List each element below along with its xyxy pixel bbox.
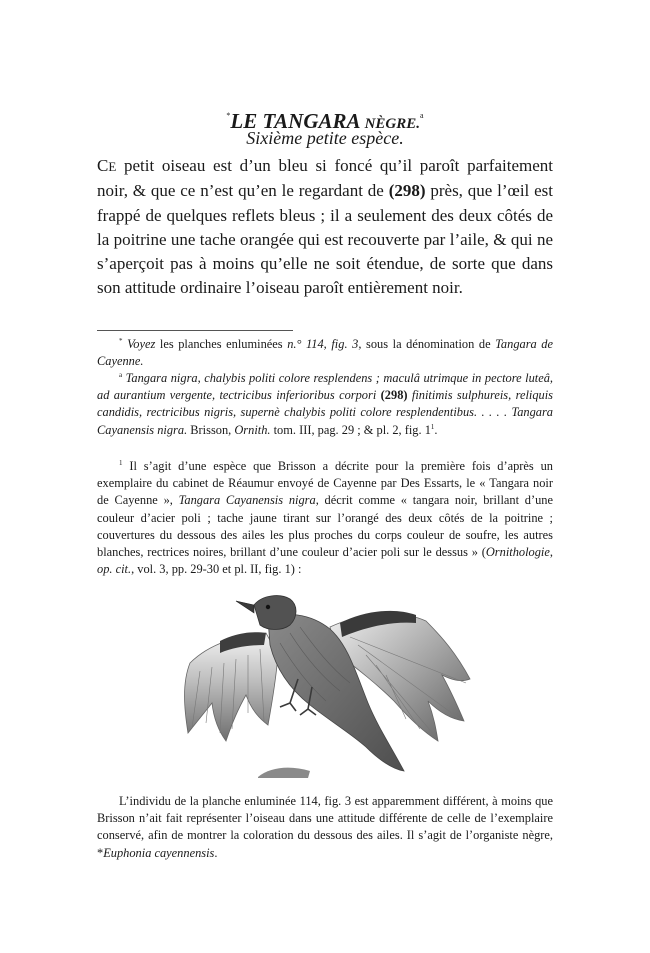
fn2-note-ref: 1	[430, 422, 435, 431]
footnote-mark: 1	[119, 459, 123, 467]
footnote-rule	[97, 330, 293, 331]
footnote-1	[97, 336, 553, 370]
bird-head	[236, 596, 296, 630]
fn4-species: Euphonia cayennensis	[103, 845, 215, 860]
fn4-end: .	[214, 845, 218, 860]
fn3-opcit: op. cit.	[97, 562, 132, 577]
left-wing	[185, 632, 279, 741]
fn1-voyez: Voyez	[122, 337, 156, 351]
lower-bird-fragment	[258, 768, 310, 778]
fn2-latin-2: finitimis sulphureis, reliquis candidis, rectricibus nigris, supernè chalybis politi colore resplendentibus. . . . . Tangara Cayanensis nigra.	[97, 388, 553, 437]
fn3-text-2: , décrit comme « tangara noir, brillant d’une couleur d’acier poli ; tache jaune tirant sur l’orangé des deux côtés de la poitrine ; couvertures du dessous des ailes les plus proches du corps couleur de soufre, les autres blanches, rectrices noires, brillant d’une couleur d’acier poli sur le dessus » (	[97, 493, 553, 560]
fn2-page-ref: (298)	[380, 388, 408, 403]
main-text-2: près, que l’œil est frappé de quelques reflets bleus ; il a seulement des deux côtés de la poitrine une tache orangée qui est recouverte par l’aile, & qui ne s’aperçoit pas à moins qu’elle ne soit étendue, de sorte que dans son attitude ordinaire l’oiseau paroît entièrement noir.	[97, 181, 554, 298]
main-text-1: petit oiseau est d’un bleu si foncé qu’il paroît parfaitement noir, & que ce n’est qu’en le regardant de	[97, 156, 553, 201]
footnote-mark: *	[119, 337, 123, 345]
footnote-mark: a	[119, 371, 123, 379]
page-reference: (298)	[388, 181, 426, 201]
fn1-plate-ref: n.° 114, fig. 3,	[287, 337, 362, 351]
fn2-latin: Tangara nigra, chalybis politi colore resplendens ; maculâ utrimque in pectore luteâ, ad aurantium vergente, tectricibus inferioribus corpori	[97, 371, 553, 403]
fn3-species: Tangara Cayanensis nigra	[178, 493, 316, 508]
fn3-text: Il s’agit d’une espèce que Brisson a décrite pour la première fois d’après un exemplaire du cabinet de Réaumur envoyé de Cayenne par Des Essarts, le « Tangara noir de Cayenne »,	[97, 459, 553, 508]
title-footnote-mark: *	[226, 111, 231, 120]
fn2-author: Brisson,	[187, 422, 235, 437]
dropcap-rest: E	[108, 159, 117, 174]
fn1-text: les planches enluminées	[155, 337, 288, 351]
footnote-2	[97, 370, 553, 439]
page-subtitle: Sixième petite espèce.	[246, 128, 404, 148]
footnote-3	[97, 458, 553, 578]
dropcap: C	[97, 156, 109, 175]
fn1-text-2: sous la dénomination de	[361, 337, 496, 351]
title-small-caps: NÈGRE.	[364, 116, 421, 132]
fn3-work: Ornithologie	[485, 545, 550, 560]
footnote-4	[97, 793, 553, 862]
title-main: LE TANGARA	[230, 109, 360, 133]
fn1-name: Tangara de Cayenne.	[97, 337, 554, 369]
fn2-work: Ornith.	[234, 422, 271, 437]
fn2-end: .	[434, 422, 438, 437]
title-note-mark: a	[420, 111, 424, 120]
fn4-text: L’individu de la planche enluminée 114, fig. 3 est apparemment différent, à moins que Brisson n’ait fait représenter l’oiseau dans une attitude différente de celle de l’exemplaire conservé, afin de montrer la coloration du dessous des ailes. Il s’agit de l’organiste nègre, *	[97, 794, 553, 860]
fn3-sep: ,	[549, 545, 553, 560]
fn3-ref: , vol. 3, pp. 29-30 et pl. II, fig. 1) :	[131, 562, 302, 577]
bird-illustration	[180, 583, 480, 778]
fn2-ref: tom. III, pag. 29 ; & pl. 2, fig. 1	[270, 422, 431, 437]
main-paragraph	[97, 154, 553, 301]
